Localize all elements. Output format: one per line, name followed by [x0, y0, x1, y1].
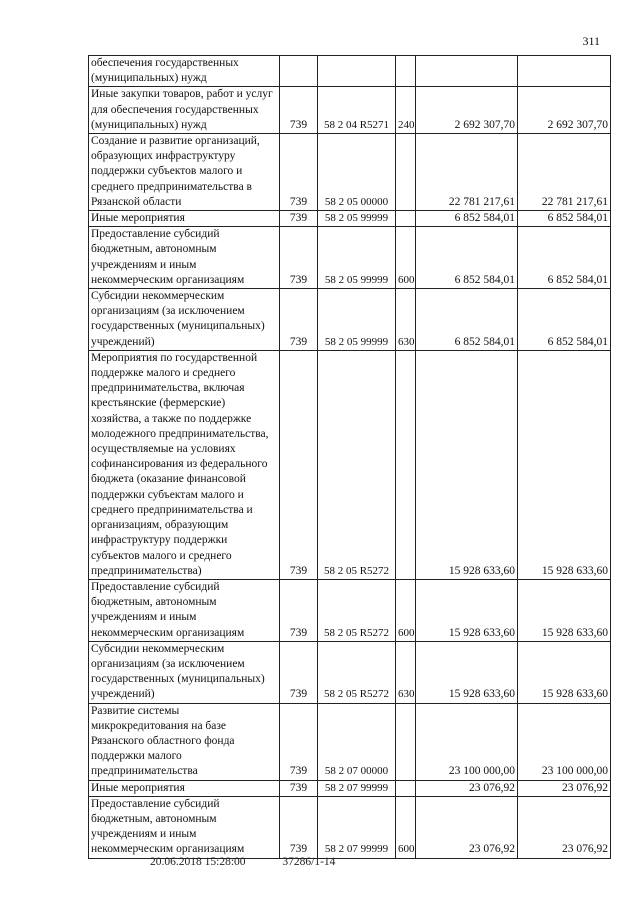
row-sum-1: 6 852 584,01 — [416, 227, 518, 289]
row-csr: 58 2 04 R5271 — [318, 87, 396, 134]
row-sum-2: 2 692 307,70 — [518, 87, 611, 134]
row-ved: 739 — [280, 796, 318, 858]
table-row — [89, 134, 611, 211]
row-csr: 58 2 07 99999 — [318, 796, 396, 858]
row-vr — [396, 703, 416, 780]
row-name: Субсидии некоммерческим организациям (за исключением государственных (муниципальных) учреждений) — [89, 289, 280, 351]
row-csr: 58 2 05 99999 — [318, 211, 396, 227]
row-ved: 739 — [280, 780, 318, 796]
row-name: Предоставление субсидий бюджетным, автономным учреждениям и иным некоммерческим организациям — [89, 579, 280, 641]
row-vr — [396, 56, 416, 87]
row-name: обеспечения государственных (муниципальных) нужд — [89, 56, 280, 87]
row-sum-2: 6 852 584,01 — [518, 289, 611, 351]
table-row — [89, 641, 611, 703]
row-ved: 739 — [280, 703, 318, 780]
budget-table — [88, 55, 611, 859]
row-sum-2: 22 781 217,61 — [518, 134, 611, 211]
row-sum-2: 15 928 633,60 — [518, 641, 611, 703]
row-sum-1 — [416, 56, 518, 87]
table-row — [89, 579, 611, 641]
table-row — [89, 211, 611, 227]
row-vr: 600 — [396, 227, 416, 289]
row-name: Субсидии некоммерческим организациям (за исключением государственных (муниципальных) учреждений) — [89, 641, 280, 703]
row-sum-1: 22 781 217,61 — [416, 134, 518, 211]
row-sum-1: 23 076,92 — [416, 796, 518, 858]
row-vr: 630 — [396, 289, 416, 351]
row-ved: 739 — [280, 289, 318, 351]
row-name: Иные закупки товаров, работ и услуг для обеспечения государственных (муниципальных) нужд — [89, 87, 280, 134]
row-sum-2: 15 928 633,60 — [518, 579, 611, 641]
row-ved — [280, 56, 318, 87]
table-row — [89, 56, 611, 87]
row-sum-2: 15 928 633,60 — [518, 350, 611, 579]
row-name: Развитие системы микрокредитования на базе Рязанского областного фонда поддержки малого предпринимательства — [89, 703, 280, 780]
row-vr: 240 — [396, 87, 416, 134]
footer — [150, 856, 335, 868]
table-row — [89, 703, 611, 780]
row-csr: 58 2 05 R5272 — [318, 641, 396, 703]
row-ved: 739 — [280, 211, 318, 227]
row-vr: 630 — [396, 641, 416, 703]
row-ved: 739 — [280, 579, 318, 641]
row-sum-2: 23 100 000,00 — [518, 703, 611, 780]
page-number: 311 — [582, 34, 600, 48]
row-sum-1: 23 076,92 — [416, 780, 518, 796]
row-sum-1: 2 692 307,70 — [416, 87, 518, 134]
row-name: Создание и развитие организаций, образующих инфраструктуру поддержки субъектов малого и среднего предпринимательства в Рязанской области — [89, 134, 280, 211]
row-sum-1: 15 928 633,60 — [416, 641, 518, 703]
footer-doc-number: 37286/1-14 — [282, 856, 336, 868]
footer-datetime: 20.06.2018 15:28:00 — [150, 856, 246, 868]
row-name: Иные мероприятия — [89, 780, 280, 796]
row-vr — [396, 211, 416, 227]
row-name: Мероприятия по государственной поддержке малого и среднего предпринимательства, включая крестьянские (фермерские) хозяйства, а также по поддержке молодежного предпринимательства, осуществляемые на условиях софинансирования из федерального бюджета (оказание финансовой поддержки субъектам малого и среднего предпринимательства и организациям, образующим инфраструктуру поддержки субъектов малого и среднего предпринимательства) — [89, 350, 280, 579]
row-ved: 739 — [280, 87, 318, 134]
row-sum-1: 23 100 000,00 — [416, 703, 518, 780]
row-sum-2: 6 852 584,01 — [518, 227, 611, 289]
row-sum-2 — [518, 56, 611, 87]
table-row — [89, 780, 611, 796]
row-sum-2: 6 852 584,01 — [518, 211, 611, 227]
row-sum-2: 23 076,92 — [518, 796, 611, 858]
row-csr: 58 2 05 R5272 — [318, 350, 396, 579]
row-csr — [318, 56, 396, 87]
row-sum-1: 15 928 633,60 — [416, 350, 518, 579]
row-sum-2: 23 076,92 — [518, 780, 611, 796]
row-csr: 58 2 05 99999 — [318, 289, 396, 351]
row-vr — [396, 780, 416, 796]
table-row — [89, 289, 611, 351]
row-sum-1: 15 928 633,60 — [416, 579, 518, 641]
row-vr: 600 — [396, 796, 416, 858]
row-ved: 739 — [280, 134, 318, 211]
row-sum-1: 6 852 584,01 — [416, 289, 518, 351]
table-row — [89, 227, 611, 289]
row-name: Иные мероприятия — [89, 211, 280, 227]
row-csr: 58 2 07 99999 — [318, 780, 396, 796]
row-sum-1: 6 852 584,01 — [416, 211, 518, 227]
table-row — [89, 87, 611, 134]
row-csr: 58 2 05 00000 — [318, 134, 396, 211]
row-vr — [396, 350, 416, 579]
row-vr — [396, 134, 416, 211]
row-name: Предоставление субсидий бюджетным, автономным учреждениям и иным некоммерческим организациям — [89, 227, 280, 289]
row-csr: 58 2 05 99999 — [318, 227, 396, 289]
row-csr: 58 2 05 R5272 — [318, 579, 396, 641]
row-ved: 739 — [280, 350, 318, 579]
row-name: Предоставление субсидий бюджетным, автономным учреждениям и иным некоммерческим организациям — [89, 796, 280, 858]
row-ved: 739 — [280, 227, 318, 289]
table-row — [89, 350, 611, 579]
row-vr: 600 — [396, 579, 416, 641]
table-row — [89, 796, 611, 858]
row-ved: 739 — [280, 641, 318, 703]
row-csr: 58 2 07 00000 — [318, 703, 396, 780]
